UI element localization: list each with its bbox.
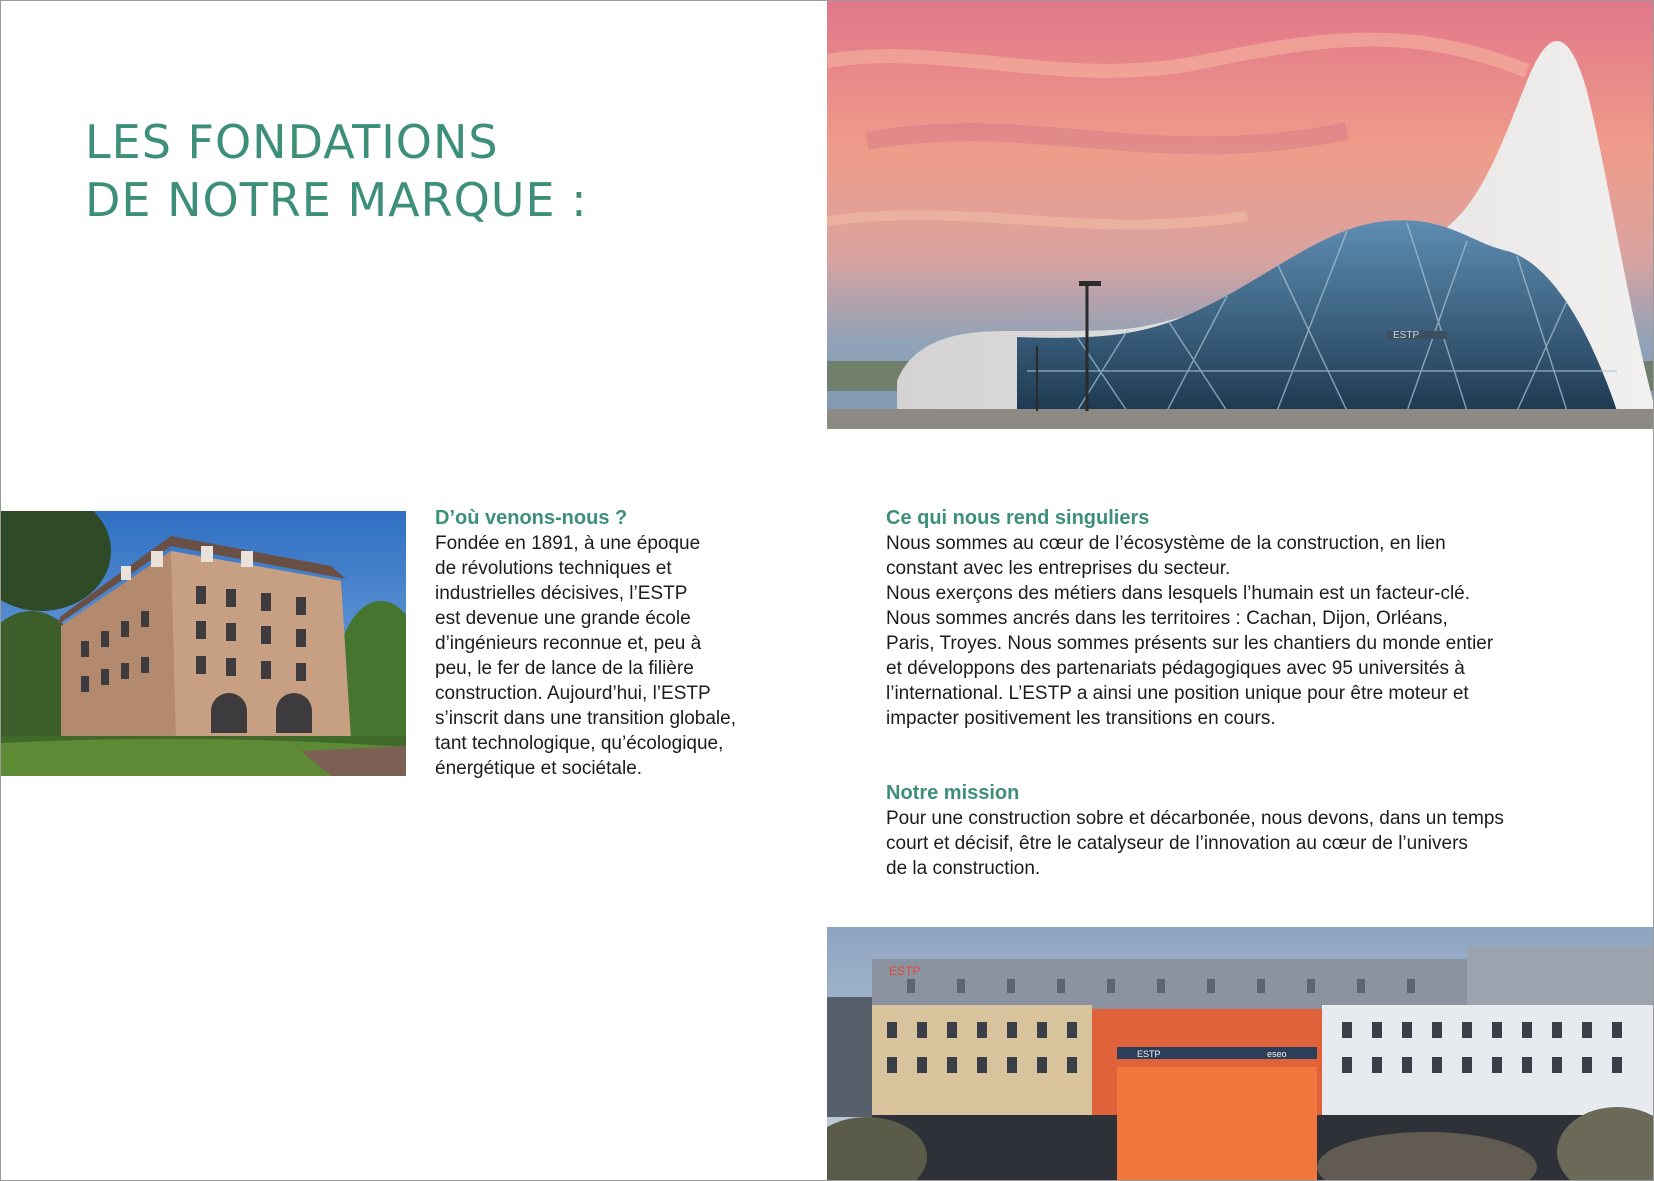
origin-line: est devenue une grande école [435, 608, 691, 629]
singular-line: Nous exerçons des métiers dans lesquels l’humain est un facteur-clé. [886, 583, 1471, 604]
origin-heading: D’où venons-nous ? [435, 507, 628, 529]
origin-line: énergétique et sociétale. [435, 758, 643, 779]
mission-line: court et décisif, être le catalyseur de l’innovation au cœur de l’univers [886, 833, 1468, 854]
historic-brick-building-photo [1, 511, 406, 776]
origin-section [435, 506, 736, 781]
entrance-sign-text: ESTP [1137, 1049, 1161, 1059]
title-line-1: LES FONDATIONS [85, 115, 499, 169]
origin-body [435, 531, 736, 781]
singular-line: constant avec les entreprises du secteur. [886, 558, 1231, 579]
singular-heading: Ce qui nous rend singuliers [886, 507, 1150, 529]
title-line-2: DE NOTRE MARQUE : [85, 173, 588, 227]
origin-line: peu, le fer de lance de la filière [435, 658, 694, 679]
singular-body [886, 531, 1493, 731]
building-sign-text: ESTP [1393, 330, 1420, 341]
origin-line: construction. Aujourd’hui, l’ESTP [435, 683, 711, 704]
singular-line: Nous sommes ancrés dans les territoires : Cachan, Dijon, Orléans, [886, 608, 1448, 629]
mission-heading: Notre mission [886, 782, 1020, 804]
mission-line: Pour une construction sobre et décarbonée, nous devons, dans un temps [886, 808, 1504, 829]
campus-contemporary-building-photo [827, 927, 1653, 1181]
singular-section [886, 506, 1493, 731]
origin-line: de révolutions techniques et [435, 558, 672, 579]
origin-line: industrielles décisives, l’ESTP [435, 583, 688, 604]
mission-body [886, 806, 1504, 881]
singular-line: impacter positivement les transitions en cours. [886, 708, 1276, 729]
mission-line: de la construction. [886, 858, 1041, 879]
singular-line: l’international. L’ESTP a ainsi une position unique pour être moteur et [886, 683, 1469, 704]
partner-sign-text: eseo [1267, 1049, 1287, 1059]
campus-wave-building-photo [827, 1, 1653, 429]
singular-line: et développons des partenariats pédagogiques avec 95 universités à [886, 658, 1465, 679]
origin-line: Fondée en 1891, à une époque [435, 533, 701, 554]
origin-line: tant technologique, qu’écologique, [435, 733, 724, 754]
roof-sign-text: ESTP [889, 964, 921, 978]
singular-line: Nous sommes au cœur de l’écosystème de la construction, en lien [886, 533, 1446, 554]
page-title [85, 113, 588, 229]
origin-line: d’ingénieurs reconnue et, peu à [435, 633, 702, 654]
singular-line: Paris, Troyes. Nous sommes présents sur les chantiers du monde entier [886, 633, 1494, 654]
origin-line: s’inscrit dans une transition globale, [435, 708, 737, 729]
mission-section [886, 781, 1504, 881]
